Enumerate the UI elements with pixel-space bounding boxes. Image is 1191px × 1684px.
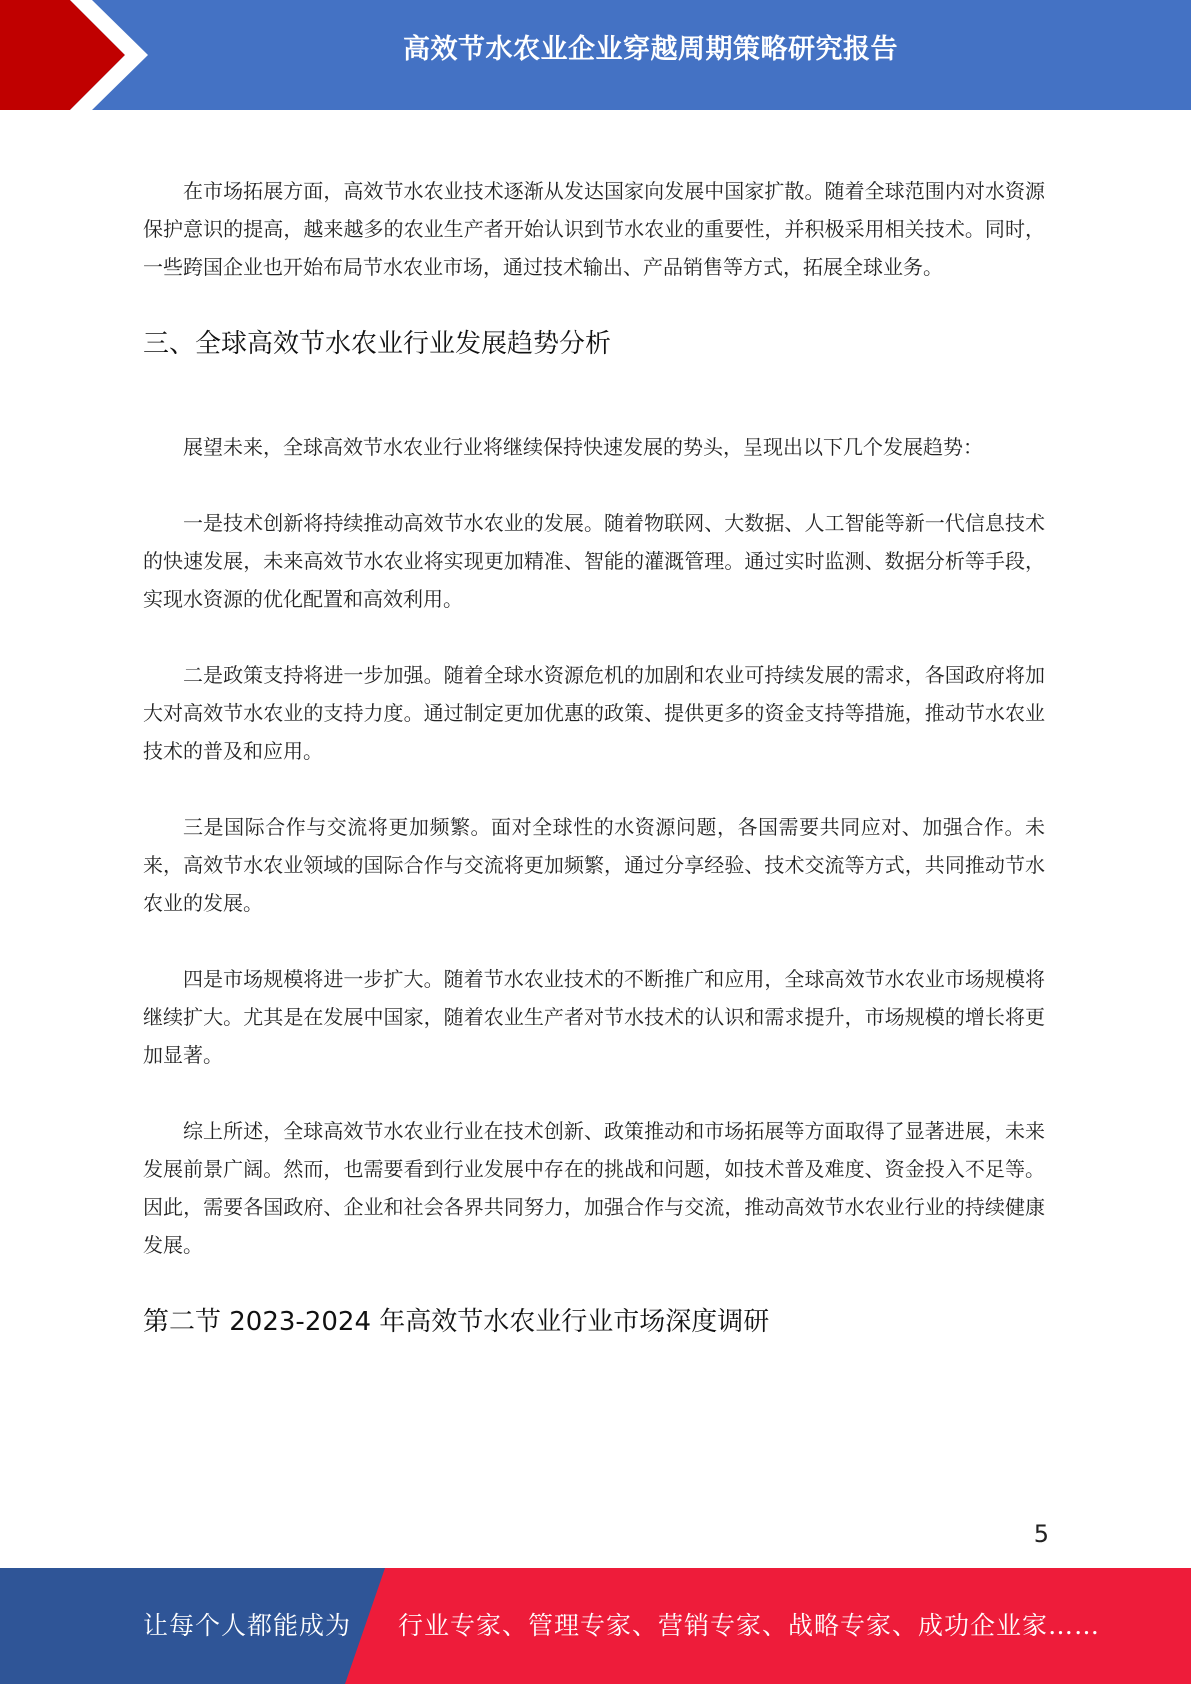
paragraph-trend-policy: 二是政策支持将进一步加强。随着全球水资源危机的加剧和农业可持续发展的需求，各国政府将加大对高效节水农业的支持力度。通过制定更加优惠的政策、提供更多的资金支持等措施，推动节水农业技术的普及和应用。: [143, 663, 1045, 763]
page-header: [0, 0, 1191, 110]
paragraph-trend-cooperation: 三是国际合作与交流将更加频繁。面对全球性的水资源问题，各国需要共同应对、加强合作。未来，高效节水农业领域的国际合作与交流将更加频繁，通过分享经验、技术交流等方式，共同推动节水农业的发展。: [143, 815, 1045, 915]
document-body: [143, 172, 1045, 1342]
section-heading-trends: 三、全球高效节水农业行业发展趋势分析: [143, 329, 612, 359]
paragraph-summary: 综上所述，全球高效节水农业行业在技术创新、政策推动和市场拓展等方面取得了显著进展，未来发展前景广阔。然而，也需要看到行业发展中存在的挑战和问题，如技术普及难度、资金投入不足等。因此，需要各国政府、企业和社会各界共同努力，加强合作与交流，推动高效节水农业行业的持续健康发展。: [143, 1119, 1045, 1257]
paragraph-trend-market: 四是市场规模将进一步扩大。随着节水农业技术的不断推广和应用，全球高效节水农业市场规模将继续扩大。尤其是在发展中国家，随着农业生产者对节水技术的认识和需求提升，市场规模的增长将更加显著。: [143, 967, 1045, 1067]
footer-slogan-right: 行业专家、管理专家、营销专家、战略专家、成功企业家……: [398, 1611, 1101, 1640]
paragraph-market-expansion: 在市场拓展方面，高效节水农业技术逐渐从发达国家向发展中国家扩散。随着全球范围内对水资源保护意识的提高，越来越多的农业生产者开始认识到节水农业的重要性，并积极采用相关技术。同时，一些跨国企业也开始布局节水农业市场，通过技术输出、产品销售等方式，拓展全球业务。: [143, 179, 1045, 279]
paragraph-outlook: 展望未来，全球高效节水农业行业将继续保持快速发展的势头，呈现出以下几个发展趋势：: [183, 435, 983, 459]
page-number: 5: [1033, 1520, 1049, 1548]
footer-slogan-left: 让每个人都能成为: [143, 1611, 352, 1640]
report-title: 高效节水农业企业穿越周期策略研究报告: [403, 34, 898, 65]
page-footer: [0, 1568, 1191, 1684]
paragraph-trend-technology: 一是技术创新将持续推动高效节水农业的发展。随着物联网、大数据、人工智能等新一代信息技术的快速发展，未来高效节水农业将实现更加精准、智能的灌溉管理。通过实时监测、数据分析等手段，实现水资源的优化配置和高效利用。: [143, 511, 1045, 611]
chapter-heading-research: 第二节 2023-2024 年高效节水农业行业市场深度调研: [143, 1307, 770, 1337]
